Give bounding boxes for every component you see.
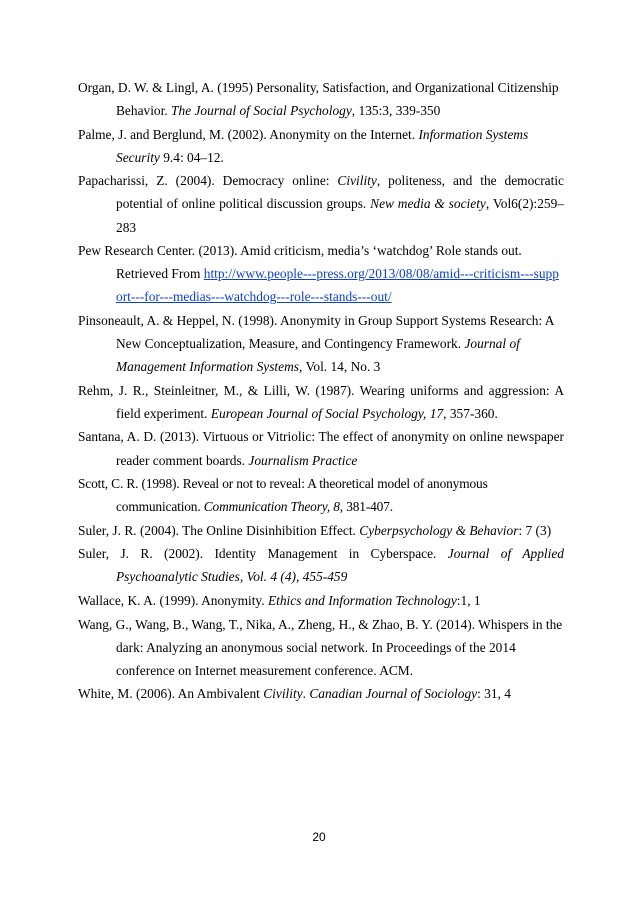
emphasis-text: Civility [263, 686, 303, 702]
reference-item: Pinsoneault, A. & Heppel, N. (1998). Anonymity in Group Support Systems Research: A New Conceptualization, Measure, and Contingency Framework. Journal of Management Information Systems, Vol. 14, No. 3 [78, 312, 554, 375]
journal-title: Ethics and Information Technology [267, 593, 457, 609]
journal-title: Communication Theory, 8 [203, 499, 340, 515]
page-number: 20 [312, 830, 326, 844]
emphasis-text: Civility [337, 173, 377, 189]
reference-list [78, 76, 564, 706]
reference-item: White, M. (2006). An Ambivalent Civility. Canadian Journal of Sociology: 31, 4 [78, 686, 511, 702]
reference-item: Wallace, K. A. (1999). Anonymity. Ethics and Information Technology:1, 1 [78, 593, 481, 609]
reference-item: Papacharissi, Z. (2004). Democracy online: Civility, politeness, and the democratic potential of online political discussion groups. New media & society, Vol6(2):259–283 [78, 173, 564, 235]
reference-item: Palme, J. and Berglund, M. (2002). Anonymity on the Internet. Information Systems Security 9.4: 04–12. [78, 126, 529, 165]
journal-title: Information Systems Security [116, 126, 529, 165]
journal-title: Journalism Practice [248, 452, 358, 468]
reference-item: Organ, D. W. & Lingl, A. (1995) Personality, Satisfaction, and Organizational Citizenship Behavior. The Journal of Social Psychology, 135:3, 339-350 [78, 80, 559, 119]
journal-title: Cyberpsychology & Behavior [359, 522, 519, 538]
journal-title: Journal of Management Information Systems [116, 336, 520, 375]
reference-item: Suler, J. R. (2002). Identity Management in Cyberspace. Journal of Applied Psychoanalytic Studies, Vol. 4 (4), 455-459 [78, 546, 564, 585]
journal-title: The Journal of Social Psychology [171, 103, 352, 119]
reference-link[interactable]: http://www.people---press.org/2013/08/08/amid---criticism---support---for---medias---watchdog---role---stands---out/ [116, 266, 559, 305]
journal-title: New media & society [370, 196, 486, 212]
reference-item: Suler, J. R. (2004). The Online Disinhibition Effect. Cyberpsychology & Behavior: 7 (3) [78, 522, 552, 538]
reference-item: Scott, C. R. (1998). Reveal or not to reveal: A theoretical model of anonymous communication. Communication Theory, 8, 381-407. [78, 476, 488, 515]
reference-item: Wang, G., Wang, B., Wang, T., Nika, A., Zheng, H., & Zhao, B. Y. (2014). Whispers in the dark: Analyzing an anonymous social network. In Proceedings of the 2014 conference on Internet measurement conference. ACM. [78, 616, 563, 678]
journal-title: European Journal of Social Psychology, 17 [210, 405, 444, 421]
reference-item: Pew Research Center. (2013). Amid criticism, media’s ‘watchdog’ Role stands out. Retrieved From http://www.people---press.org/2013/08/08/amid---criticism---support---for---medias---watchdog---role---stands---out/ [78, 243, 559, 305]
journal-title: Journal of Applied Psychoanalytic Studies, Vol. 4 (4), 455-459 [116, 546, 564, 585]
reference-item: Rehm, J. R., Steinleitner, M., & Lilli, W. (1987). Wearing uniforms and aggression: A field experiment. European Journal of Social Psychology, 17, 357-360. [78, 382, 564, 421]
journal-title: Canadian Journal of Sociology [309, 686, 478, 702]
reference-item: Santana, A. D. (2013). Virtuous or Vitriolic: The effect of anonymity on online newspaper reader comment boards. Journalism Practice [78, 429, 564, 468]
